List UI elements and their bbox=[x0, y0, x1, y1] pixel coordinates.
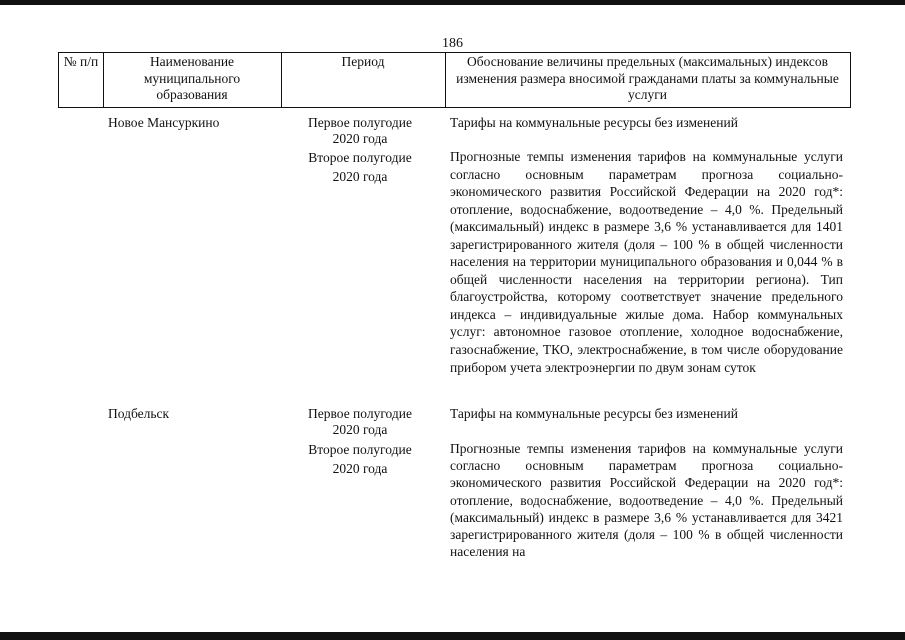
justification-text: Тарифы на коммунальные ресурсы без изменений bbox=[450, 406, 738, 421]
period-first-half bbox=[290, 406, 430, 438]
period-year: 2020 года bbox=[332, 422, 388, 437]
period-year: 2020 года bbox=[332, 131, 388, 146]
mo-name: Подбельск bbox=[108, 406, 170, 421]
justification-text: Тарифы на коммунальные ресурсы без изменений bbox=[450, 115, 738, 130]
period-year: 2020 года bbox=[332, 169, 388, 184]
table-header bbox=[58, 52, 851, 108]
header-period: Период bbox=[341, 54, 385, 69]
period-first-half bbox=[290, 115, 430, 147]
period-second-half bbox=[290, 148, 430, 186]
header-number: № п/п bbox=[63, 54, 99, 69]
period-label: Второе полугодие bbox=[308, 442, 412, 457]
bottom-scan-border bbox=[0, 632, 905, 640]
period-label: Первое полугодие bbox=[308, 406, 412, 421]
top-scan-border bbox=[0, 0, 905, 5]
period-label: Первое полугодие bbox=[308, 115, 412, 130]
header-justification: Обоснование величины предельных (максимальных) индексов изменения размера вносимой гражданами платы за коммунальные услуги bbox=[456, 54, 839, 102]
period-second-half bbox=[290, 440, 430, 478]
period-year: 2020 года bbox=[332, 461, 388, 476]
justification-text: Прогнозные темпы изменения тарифов на коммунальные услуги согласно основным параметрам прогноза социально-экономического развития Российской Федерации на 2020 год*: отопление, водоснабжение, водоотведение – 4,0 %. Предельный (максимальный) индекс в размере 3,6 % устанавливается для 1401 зарегистрированного жителя (доля – 100 % в общей численности населения на территории муниципального образования и 0,044 % в общей численности населения на территории региона). Тип благоустройства, которому соответствует значение предельного индекса – индивидуальные жилые дома. Набор коммунальных услуг: автономное газовое отопление, холодное водоснабжение, газоснабжение, ТКО, электроснабжение, в том числе оборудование прибором учета электроэнергии по двум зонам суток bbox=[450, 149, 843, 375]
mo-name: Новое Мансуркино bbox=[108, 115, 220, 130]
period-label: Второе полугодие bbox=[308, 150, 412, 165]
justification-text: Прогнозные темпы изменения тарифов на коммунальные услуги согласно основным параметрам прогноза социально-экономического развития Российской Федерации на 2020 год*: отопление, водоснабжение, водоотведение – 4,0 %. Предельный (максимальный) индекс в размере 3,6 % устанавливается для 3421 зарегистрированного жителя (доля – 100 % в общей численности населения на bbox=[450, 441, 843, 560]
page-number: 186 bbox=[442, 36, 463, 51]
header-mo-name: Наименование муниципального образования bbox=[143, 54, 241, 102]
